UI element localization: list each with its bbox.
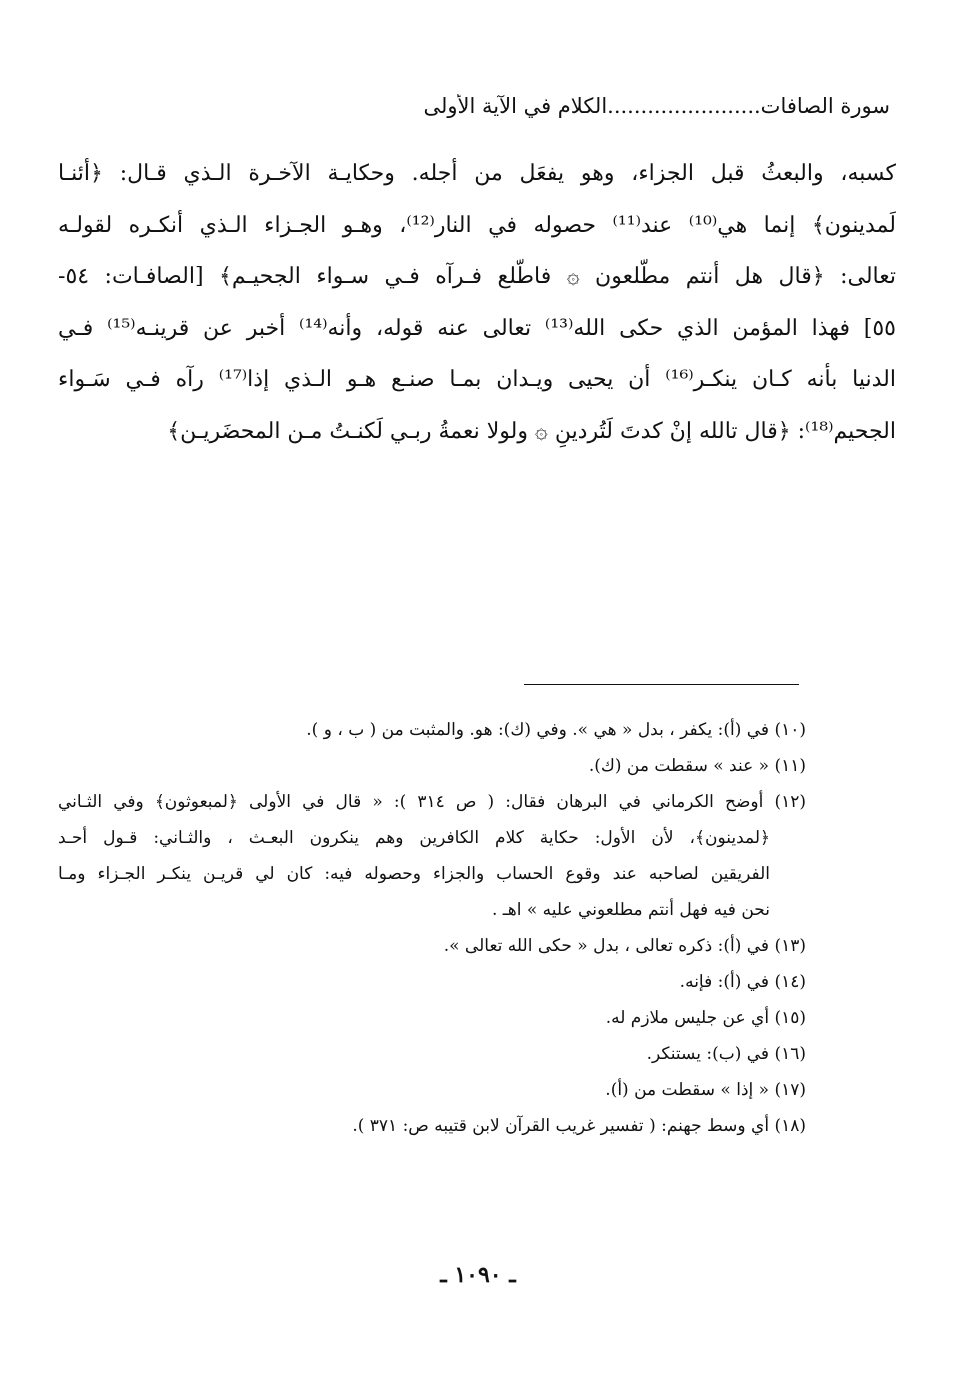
page-number: ـ ١٠٩٠ ـ xyxy=(440,1262,516,1288)
main-text xyxy=(58,148,896,457)
main-text-line: الجحيم⁽¹⁸⁾: ﴿قال تالله إنْ كدتَ لَتُردينِ ۞ ولولا نعمةُ ربـي لَكنـتُ مـن المحضَريـن﴾ xyxy=(167,418,896,444)
footnote-10: (١٠) في (أ): يكفر ، بدل « هي ». وفي (ك): هو. والمثبت من ( ب ، و ). xyxy=(306,720,806,740)
footnote-11: (١١) « عند » سقطت من (ك). xyxy=(588,756,806,776)
footnote-12-continuation: ﴿لمدينون﴾، لأن الأول: حكاية كلام الكافرين وهم ينكرون البعـث ، والثـاني: قـول أحـد xyxy=(58,828,770,848)
footnote-17: (١٧) « إذا » سقطت من (أ). xyxy=(605,1080,806,1100)
footnote-13: (١٣) في (أ): ذكره تعالى ، بدل « حكى الله تعالى ». xyxy=(443,936,806,956)
main-text-line: تعالى: ﴿قال هل أنتم مطّلعون ۞ فاطّلع فـرآه فـي سـواء الجحيـم﴾ [الصافـات: ٥٤- xyxy=(58,264,896,289)
footnote-12: (١٢) أوضح الكرماني في البرهان فقال: ( ص ٣١٤ ): « قال في الأولى ﴿لمبعوثون﴾ وفي الثـاني xyxy=(58,792,806,812)
footnote-15: (١٥) أي عن جليس ملازم له. xyxy=(605,1008,806,1028)
footnote-18: (١٨) أي وسط جهنم: ( تفسير غريب القرآن لابن قتيبه ص: ٣٧١ ). xyxy=(352,1116,806,1136)
footnotes xyxy=(58,712,806,1144)
footnote-separator xyxy=(524,684,799,685)
footnote-16: (١٦) في (ب): يستنكر. xyxy=(646,1044,806,1064)
main-text-line: كسبه، والبعثُ قبل الجزاء، وهو يفعَل من أجله. وحكايـة الآخـرة الـذي قـال: ﴿أئنـا xyxy=(58,161,896,186)
main-text-line: الدنيا بأنه كـان ينكـر⁽¹⁶⁾ أن يحيى ويـدان بمـا صنـع هـو الـذي إذا⁽¹⁷⁾ رآه فـي سَـواء xyxy=(58,367,896,392)
footnote-12-continuation: نحن فيه فهل أنتم مطلعوني عليه » اهـ . xyxy=(491,900,770,920)
main-text-line: ٥٥] فهذا المؤمن الذي حكى الله⁽¹³⁾ تعالى عنه قوله، وأنه⁽¹⁴⁾ أخبر عن قرينـه⁽¹⁵⁾ فـي xyxy=(58,315,896,341)
running-head: سورة الصافات.......................الكلام في الآية الأولى xyxy=(423,94,890,118)
main-text-line: لَمدينون﴾ إنما هي⁽¹⁰⁾ عند⁽¹¹⁾ حصوله في النار⁽¹²⁾، وهـو الجـزاء الـذي أنكـره لقولـه xyxy=(58,212,896,238)
footnote-14: (١٤) في (أ): فإنه. xyxy=(679,972,806,992)
footnote-12-continuation: الفريقين لصاحبه عند وقوع الحساب والجزاء وحصوله فيه: كان لي قريـن ينكـر الجـزاء ومـا xyxy=(58,864,770,884)
